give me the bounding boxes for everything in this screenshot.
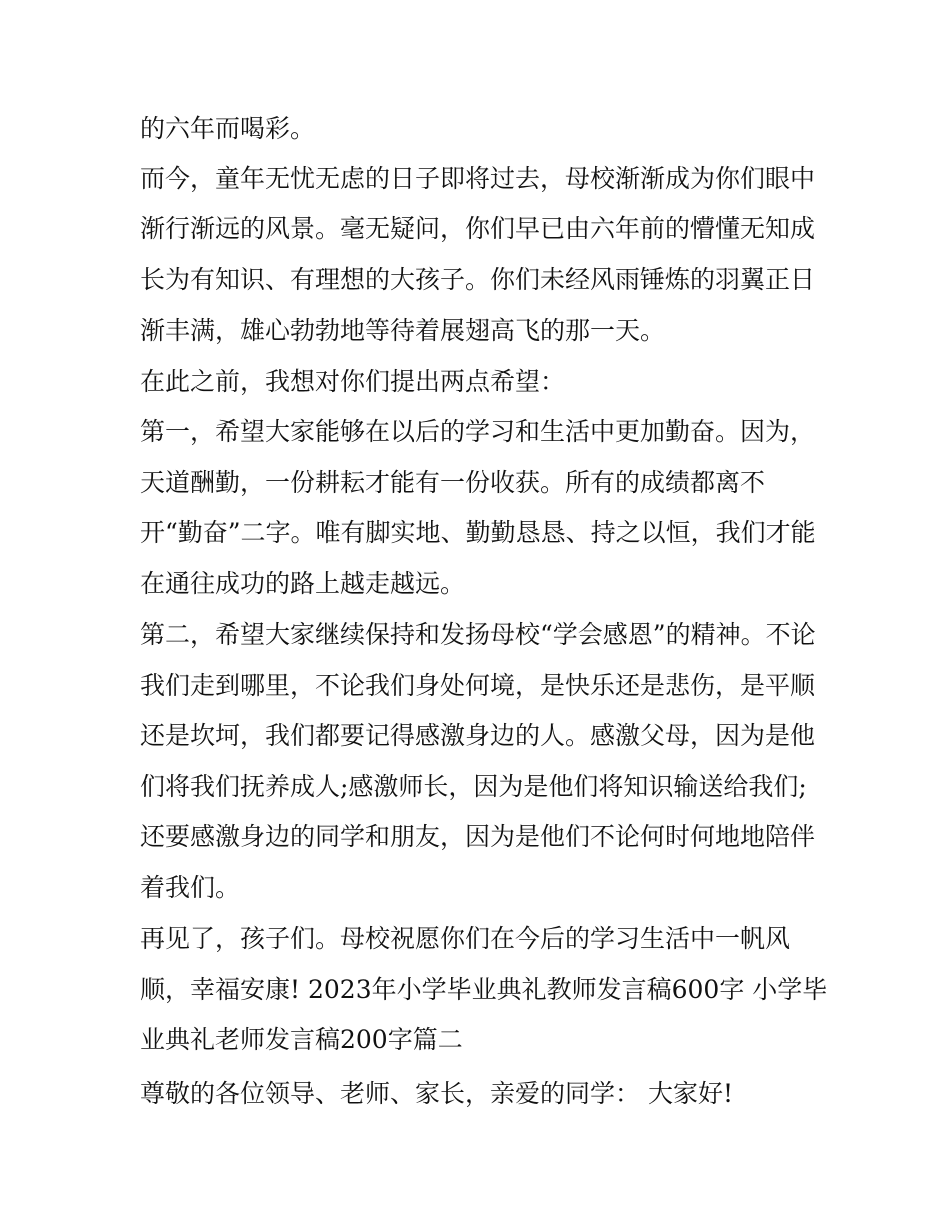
text-line: 长为有知识、有理想的大孩子。你们未经风雨锤炼的羽翼正日 bbox=[140, 265, 816, 294]
text-line: 而今，童年无忧无虑的日子即将过去，母校渐渐成为你们眼中 bbox=[140, 164, 816, 193]
text-line: 第一，希望大家能够在以后的学习和生活中更加勤奋。因为， bbox=[140, 417, 816, 446]
text-line: 还是坎坷，我们都要记得感激身边的人。感激父母，因为是他 bbox=[140, 721, 816, 750]
text-line: 我们走到哪里，不论我们身处何境，是快乐还是悲伤，是平顺 bbox=[140, 671, 816, 700]
text-line: 渐行渐远的风景。毫无疑问，你们早已由六年前的懵懂无知成 bbox=[140, 214, 816, 243]
text-line: 顺，幸福安康! 2023年小学毕业典礼教师发言稿600字 小学毕 bbox=[140, 975, 828, 1004]
text-line: 第二，希望大家继续保持和发扬母校“学会感恩”的精神。不论 bbox=[140, 620, 816, 649]
text-line: 还要感激身边的同学和朋友，因为是他们不论何时何地地陪伴 bbox=[140, 822, 816, 851]
text-line: 们将我们抚养成人;感激师长，因为是他们将知识输送给我们; bbox=[140, 772, 807, 801]
text-line: 在此之前，我想对你们提出两点希望： bbox=[140, 367, 566, 396]
text-line: 的六年而喝彩。 bbox=[140, 114, 316, 143]
text-line: 开“勤奋”二字。唯有脚实地、勤勤恳恳、持之以恒，我们才能 bbox=[140, 518, 816, 547]
text-line: 业典礼老师发言稿200字篇二 bbox=[140, 1025, 463, 1054]
text-line: 渐丰满，雄心勃勃地等待着展翅高飞的那一天。 bbox=[140, 316, 666, 345]
text-line: 尊敬的各位领导、老师、家长，亲爱的同学： 大家好! bbox=[140, 1079, 733, 1108]
text-line: 在通往成功的路上越走越远。 bbox=[140, 569, 466, 598]
text-line: 天道酬勤，一份耕耘才能有一份收获。所有的成绩都离不 bbox=[140, 468, 766, 497]
text-line: 再见了，孩子们。母校祝愿你们在今后的学习生活中一帆风 bbox=[140, 924, 791, 953]
text-line: 着我们。 bbox=[140, 873, 241, 902]
